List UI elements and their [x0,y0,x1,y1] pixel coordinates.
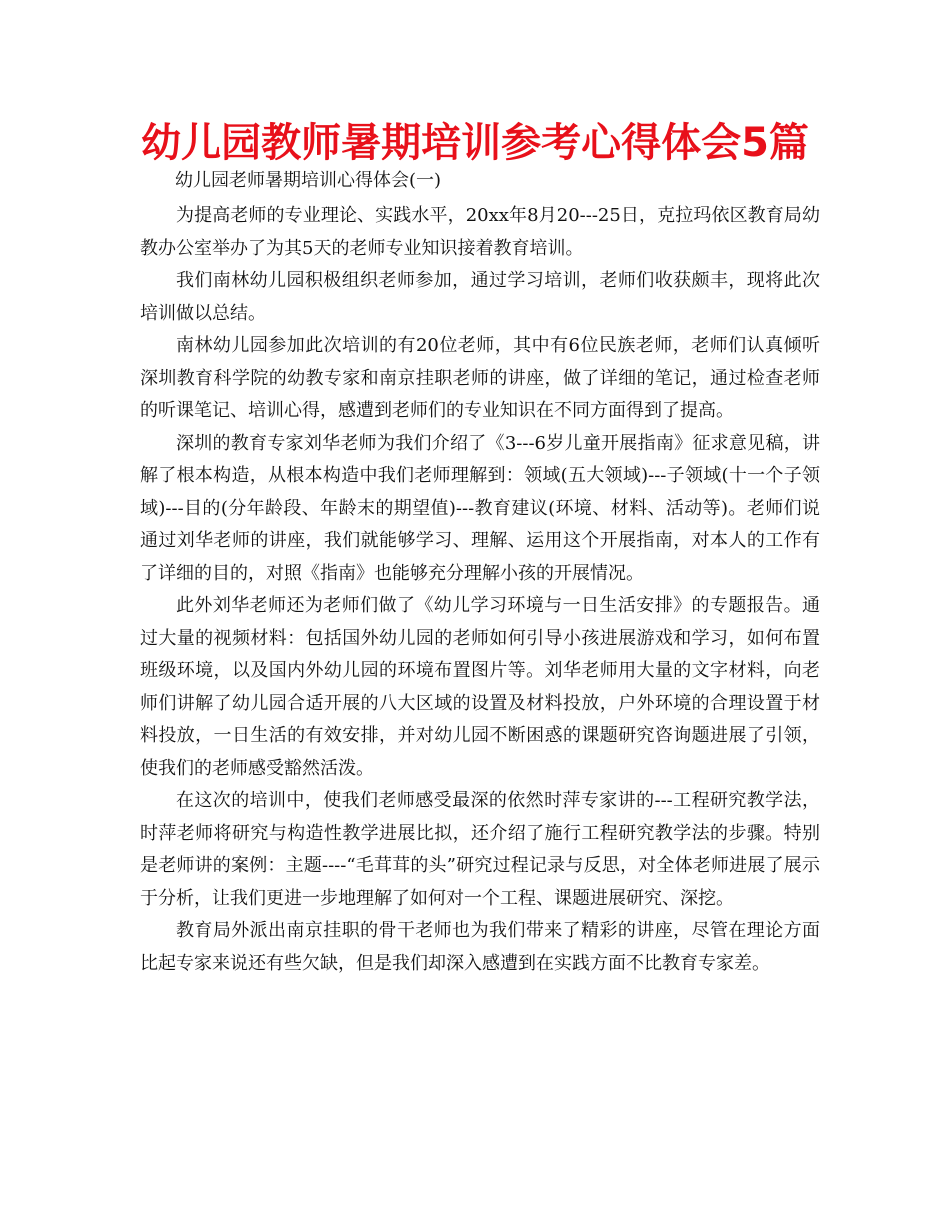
paragraph: 深圳的教育专家刘华老师为我们介绍了《3---6岁儿童开展指南》征求意见稿，讲解了根本构造，从根本构造中我们老师理解到：领域(五大领域)---子领域(十一个子领域)---目的(分年龄段、年龄末的期望值)---教育建议(环境、材料、活动等)。老师们说通过刘华老师的讲座，我们就能够学习、理解、运用这个开展指南，对本人的工作有了详细的目的，对照《指南》也能够充分理解小孩的开展情况。 [140,432,820,584]
document-title: 幼儿园教师暑期培训参考心得体会5篇 [141,120,809,166]
paragraph: 为提高老师的专业理论、实践水平，20xx年8月20---25日，克拉玛依区教育局幼教办公室举办了为其5天的老师专业知识接着教育培训。 [140,205,820,259]
document-body [140,200,820,980]
paragraph: 南林幼儿园参加此次培训的有20位老师，其中有6位民族老师，老师们认真倾听深圳教育科学院的幼教专家和南京挂职老师的讲座，做了详细的笔记，通过检查老师的听课笔记、培训心得，感遭到老师们的专业知识在不同方面得到了提高。 [140,335,820,421]
paragraph: 教育局外派出南京挂职的骨干老师也为我们带来了精彩的讲座，尽管在理论方面比起专家来说还有些欠缺，但是我们却深入感遭到在实践方面不比教育专家差。 [140,920,820,974]
paragraph: 我们南林幼儿园积极组织老师参加，通过学习培训，老师们收获颇丰，现将此次培训做以总结。 [140,270,820,324]
section-subtitle: 幼儿园老师暑期培训心得体会(一) [175,170,442,191]
paragraph: 在这次的培训中，使我们老师感受最深的依然时萍专家讲的---工程研究教学法，时萍老师将研究与构造性教学进展比拟，还介绍了施行工程研究教学法的步骤。特别是老师讲的案例：主题----“毛茸茸的头”研究过程记录与反思，对全体老师进展了展示于分析，让我们更进一步地理解了如何对一个工程、课题进展研究、深挖。 [140,790,820,909]
paragraph: 此外刘华老师还为老师们做了《幼儿学习环境与一日生活安排》的专题报告。通过大量的视频材料：包括国外幼儿园的老师如何引导小孩进展游戏和学习，如何布置班级环境，以及国内外幼儿园的环境布置图片等。刘华老师用大量的文字材料，向老师们讲解了幼儿园合适开展的八大区域的设置及材料投放，户外环境的合理设置于材料投放，一日生活的有效安排，并对幼儿园不断困惑的课题研究咨询题进展了引领，使我们的老师感受豁然活泼。 [140,595,820,779]
